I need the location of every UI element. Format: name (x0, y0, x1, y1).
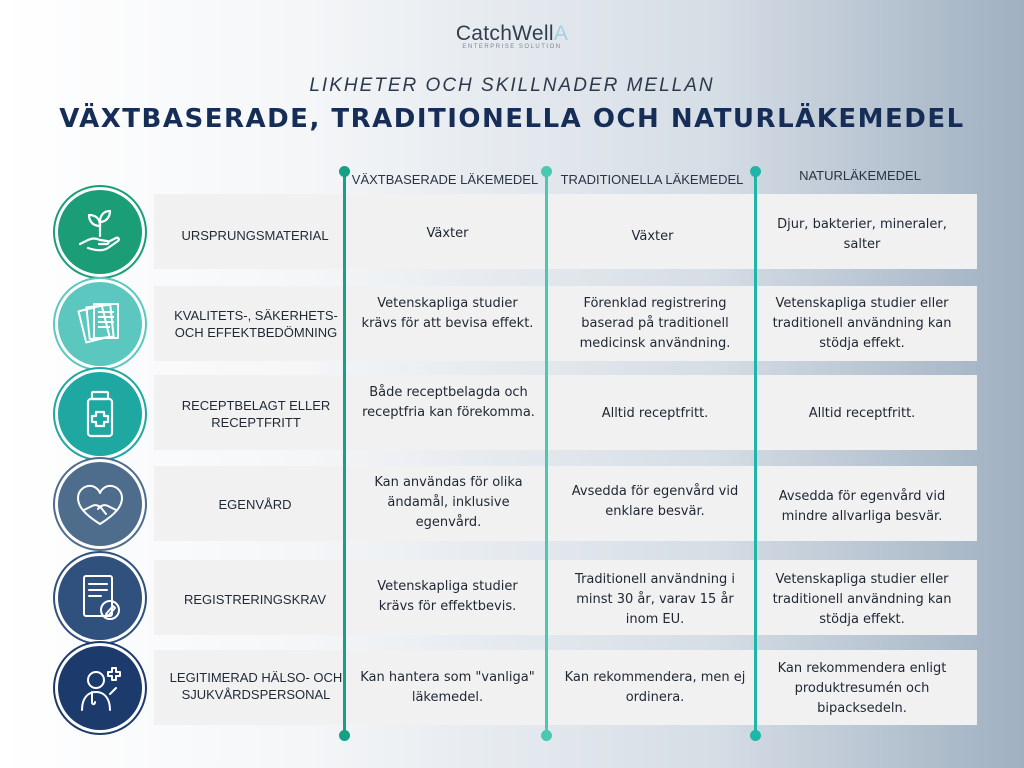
row-label-6: LEGITIMERAD HÄLSO- OCH SJUKVÅRDSPERSONAL (169, 670, 343, 702)
cell-5-1: Vetenskapliga studier krävs för effektbevis. (377, 579, 518, 614)
logo (0, 22, 1024, 50)
column-line-3 (754, 171, 757, 736)
page-subtitle: LIKHETER OCH SKILLNADER MELLAN (309, 75, 715, 96)
logo-name: CatchWellA (455, 22, 569, 45)
column-line-3-bottom-dot (750, 730, 761, 741)
logo-tagline: ENTERPRISE SOLUTION (462, 44, 562, 50)
cell-6-2: Kan rekommendera, men ej ordinera. (564, 670, 746, 705)
cell-5-2: Traditionell användning i minst 30 år, varav 15 år inom EU. (575, 572, 735, 627)
cell-4-3: Avsedda för egenvård vid mindre allvarliga besvär. (778, 489, 946, 524)
medicine-bottle-icon (58, 372, 142, 456)
column-line-2 (545, 171, 548, 736)
cell-1-1: Växter (426, 226, 469, 241)
heart-hands-icon (58, 462, 142, 546)
cell-3-2: Alltid receptfritt. (601, 406, 709, 421)
column-line-2-bottom-dot (541, 730, 552, 741)
cell-5-3: Vetenskapliga studier eller traditionell användning kan stödja effekt. (772, 572, 952, 627)
cell-2-1: Vetenskapliga studier krävs för att bevisa effekt. (361, 296, 534, 331)
cell-1-3: Djur, bakterier, mineraler, salter (777, 217, 947, 252)
cell-6-3: Kan rekommendera enligt produktresumén och bipacksedeln. (777, 661, 947, 716)
column-line-2-top-dot (541, 166, 552, 177)
column-line-1-bottom-dot (339, 730, 350, 741)
cell-3-3: Alltid receptfritt. (808, 406, 916, 421)
row-label-1: URSPRUNGSMATERIAL (181, 228, 329, 243)
healthcare-professional-icon (58, 646, 142, 730)
cell-4-2: Avsedda för egenvård vid enklare besvär. (571, 484, 739, 519)
row-label-3: RECEPTBELAGT ELLER RECEPTFRITT (181, 398, 331, 430)
column-line-1-top-dot (339, 166, 350, 177)
column-header-2: TRADITIONELLA LÄKEMEDEL (560, 172, 744, 187)
cell-4-1: Kan användas för olika ändamål, inklusive egenvård. (374, 475, 523, 530)
row-label-4: EGENVÅRD (218, 497, 292, 512)
column-header-1: VÄXTBASERADE LÄKEMEDEL (351, 172, 539, 187)
documents-icon (58, 282, 142, 366)
cell-2-2: Förenklad registrering baserad på traditionell medicinsk användning. (579, 296, 731, 351)
row-label-2: KVALITETS-, SÄKERHETS- OCH EFFEKTBEDÖMNING (174, 308, 338, 340)
page-title: VÄXTBASERADE, TRADITIONELLA OCH NATURLÄKEMEDEL (59, 104, 965, 134)
row-label-5: REGISTRERINGSKRAV (183, 592, 327, 607)
column-line-1 (343, 171, 346, 736)
plant-hand-icon (58, 190, 142, 274)
column-header-3: NATURLÄKEMEDEL (799, 168, 921, 183)
cell-1-2: Växter (631, 229, 674, 244)
document-pen-icon (58, 556, 142, 640)
cell-3-1: Både receptbelagda och receptfria kan förekomma. (362, 385, 535, 420)
cell-6-1: Kan hantera som "vanliga" läkemedel. (360, 670, 535, 705)
cell-2-3: Vetenskapliga studier eller traditionell användning kan stödja effekt. (772, 296, 952, 351)
